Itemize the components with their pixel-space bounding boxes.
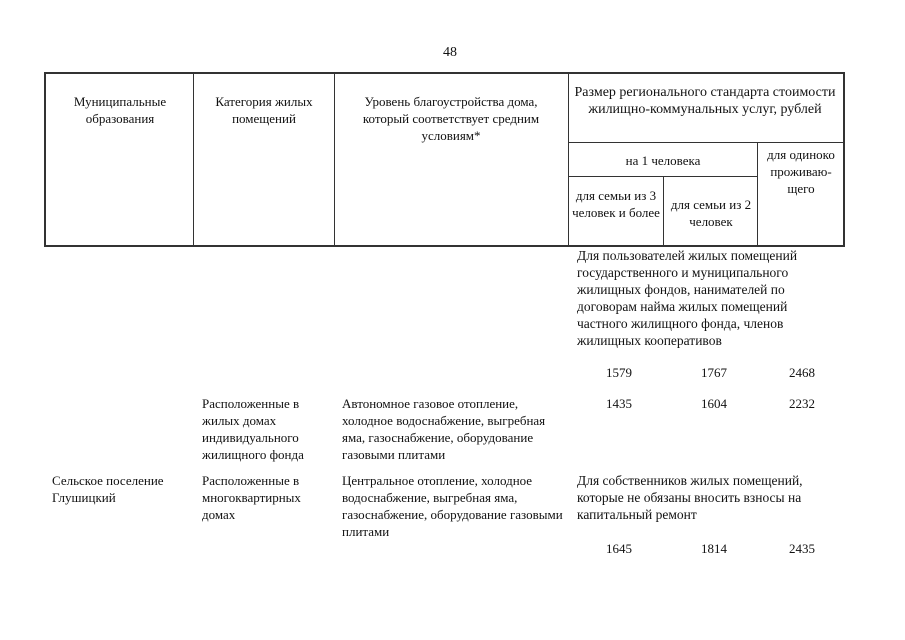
- header-category: Категория жилых помещений: [215, 94, 313, 126]
- table-divider-family: [663, 176, 664, 246]
- row1-value-family2: 1767: [701, 365, 727, 380]
- page-number: 48: [443, 45, 457, 60]
- table-divider-single: [757, 142, 758, 246]
- row3-municipal: Сельское поселение Глушицкий: [52, 473, 164, 505]
- row2-value-family2: 1604: [701, 396, 727, 411]
- row2-value-family3: 1435: [606, 396, 632, 411]
- header-level: Уровень благоустройства дома, который соответствует средним условиям*: [362, 94, 540, 143]
- row2-level: Автономное газовое отопление, холодное водоснабжение, выгребная яма, газоснабжение, оборудование газовыми плитами: [342, 396, 546, 462]
- row3-value-family3: 1645: [606, 541, 632, 556]
- row3-value-single: 2435: [789, 541, 815, 556]
- table-divider-2: [334, 72, 335, 247]
- row2-value-single: 2232: [789, 396, 815, 411]
- table-divider-1: [193, 72, 194, 247]
- row3-level: Центральное отопление, холодное водоснабжение, выгребная яма, газоснабжение, оборудование газовыми плитами: [342, 473, 563, 539]
- header-family-2: для семьи из 2 человек: [670, 197, 752, 229]
- header-single: для одиноко проживаю-щего: [767, 147, 835, 196]
- row3-category: Расположенные в многоквартирных домах: [202, 473, 301, 522]
- note-owners: Для собственников жилых помещений, которые не обязаны вносить взносы на капитальный ремонт: [577, 473, 803, 522]
- header-family-3: для семьи из 3 человек и более: [572, 188, 660, 220]
- note-users: Для пользователей жилых помещений государственного и муниципального жилищных фондов, нанимателей по договорам найма жилых помещений частного жилищного фонда, членов жилищных кооперативов: [577, 248, 798, 348]
- row1-value-family3: 1579: [606, 365, 632, 380]
- header-per-person: на 1 человека: [625, 153, 701, 168]
- table-left-border: [44, 72, 46, 247]
- header-size: Размер регионального стандарта стоимости жилищно-коммунальных услуг, рублей: [574, 85, 836, 117]
- row1-value-single: 2468: [789, 365, 815, 380]
- row3-value-family2: 1814: [701, 541, 727, 556]
- table-size-subline: [568, 142, 844, 143]
- row2-category: Расположенные в жилых домах индивидуального жилищного фонда: [202, 396, 304, 462]
- header-municipal: Муниципальные образования: [73, 94, 167, 126]
- table-divider-3: [568, 72, 569, 247]
- table-top-border: [44, 72, 845, 74]
- table-right-border: [843, 72, 845, 247]
